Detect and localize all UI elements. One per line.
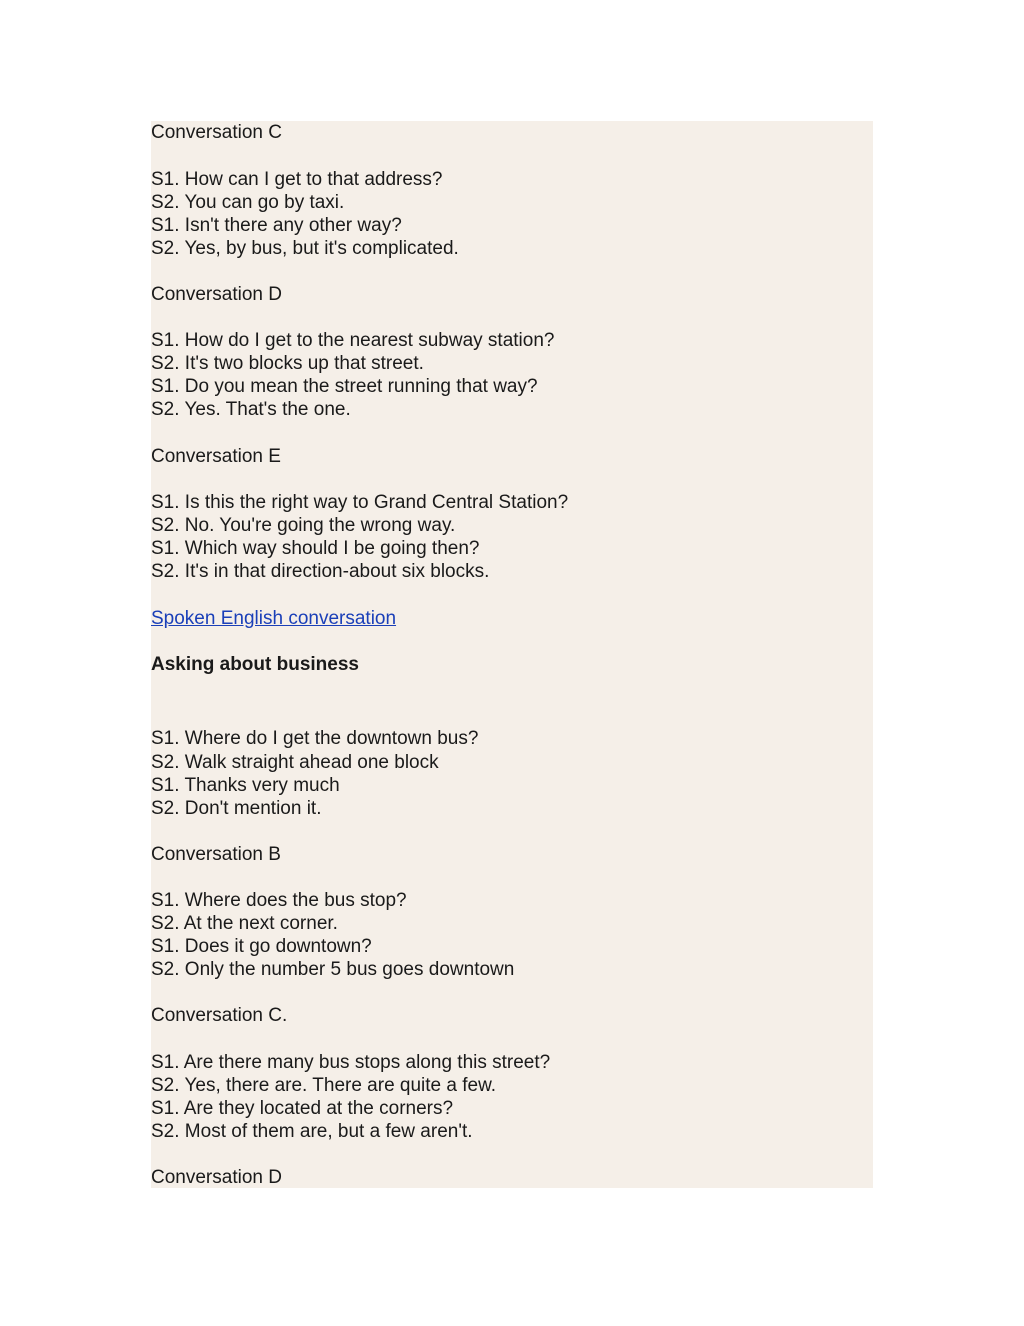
dialogue-line: S2. Only the number 5 bus goes downtown [151, 959, 515, 980]
conversation-heading: Conversation C [151, 122, 282, 143]
conversation-heading: Conversation D [151, 1167, 282, 1188]
conversation-heading: Conversation E [151, 446, 281, 467]
content-block [151, 121, 873, 1188]
spoken-english-link[interactable]: Spoken English conversation [151, 608, 397, 629]
dialogue-line: S1. How can I get to that address? [151, 169, 443, 190]
conversation-heading: Conversation B [151, 844, 281, 865]
conversation-heading: Conversation D [151, 284, 282, 305]
dialogue-line: S2. Walk straight ahead one block [151, 752, 439, 773]
dialogue-line: S2. No. You're going the wrong way. [151, 515, 456, 536]
dialogue-line: S2. Yes, by bus, but it's complicated. [151, 238, 459, 259]
dialogue-line: S1. Which way should I be going then? [151, 538, 480, 559]
dialogue-line: S2. Most of them are, but a few aren't. [151, 1121, 473, 1142]
dialogue-line: S2. It's two blocks up that street. [151, 353, 424, 374]
dialogue-line: S1. Where do I get the downtown bus? [151, 728, 479, 749]
dialogue-line: S2. You can go by taxi. [151, 192, 345, 213]
dialogue-line: S2. Yes, there are. There are quite a few. [151, 1075, 497, 1096]
section-heading: Asking about business [151, 654, 359, 675]
dialogue-line: S2. Don't mention it. [151, 798, 322, 819]
dialogue-line: S1. Does it go downtown? [151, 936, 372, 957]
dialogue-line: S1. Isn't there any other way? [151, 215, 402, 236]
dialogue-line: S1. Where does the bus stop? [151, 890, 407, 911]
dialogue-line: S1. Thanks very much [151, 775, 340, 796]
dialogue-line: S2. At the next corner. [151, 913, 338, 934]
dialogue-line: S1. Is this the right way to Grand Central Station? [151, 492, 569, 513]
dialogue-line: S1. How do I get to the nearest subway station? [151, 330, 555, 351]
dialogue-line: S1. Are they located at the corners? [151, 1098, 454, 1119]
dialogue-line: S1. Are there many bus stops along this street? [151, 1052, 551, 1073]
dialogue-line: S2. Yes. That's the one. [151, 399, 351, 420]
dialogue-line: S2. It's in that direction-about six blocks. [151, 561, 490, 582]
dialogue-line: S1. Do you mean the street running that way? [151, 376, 538, 397]
conversation-heading: Conversation C. [151, 1005, 288, 1026]
